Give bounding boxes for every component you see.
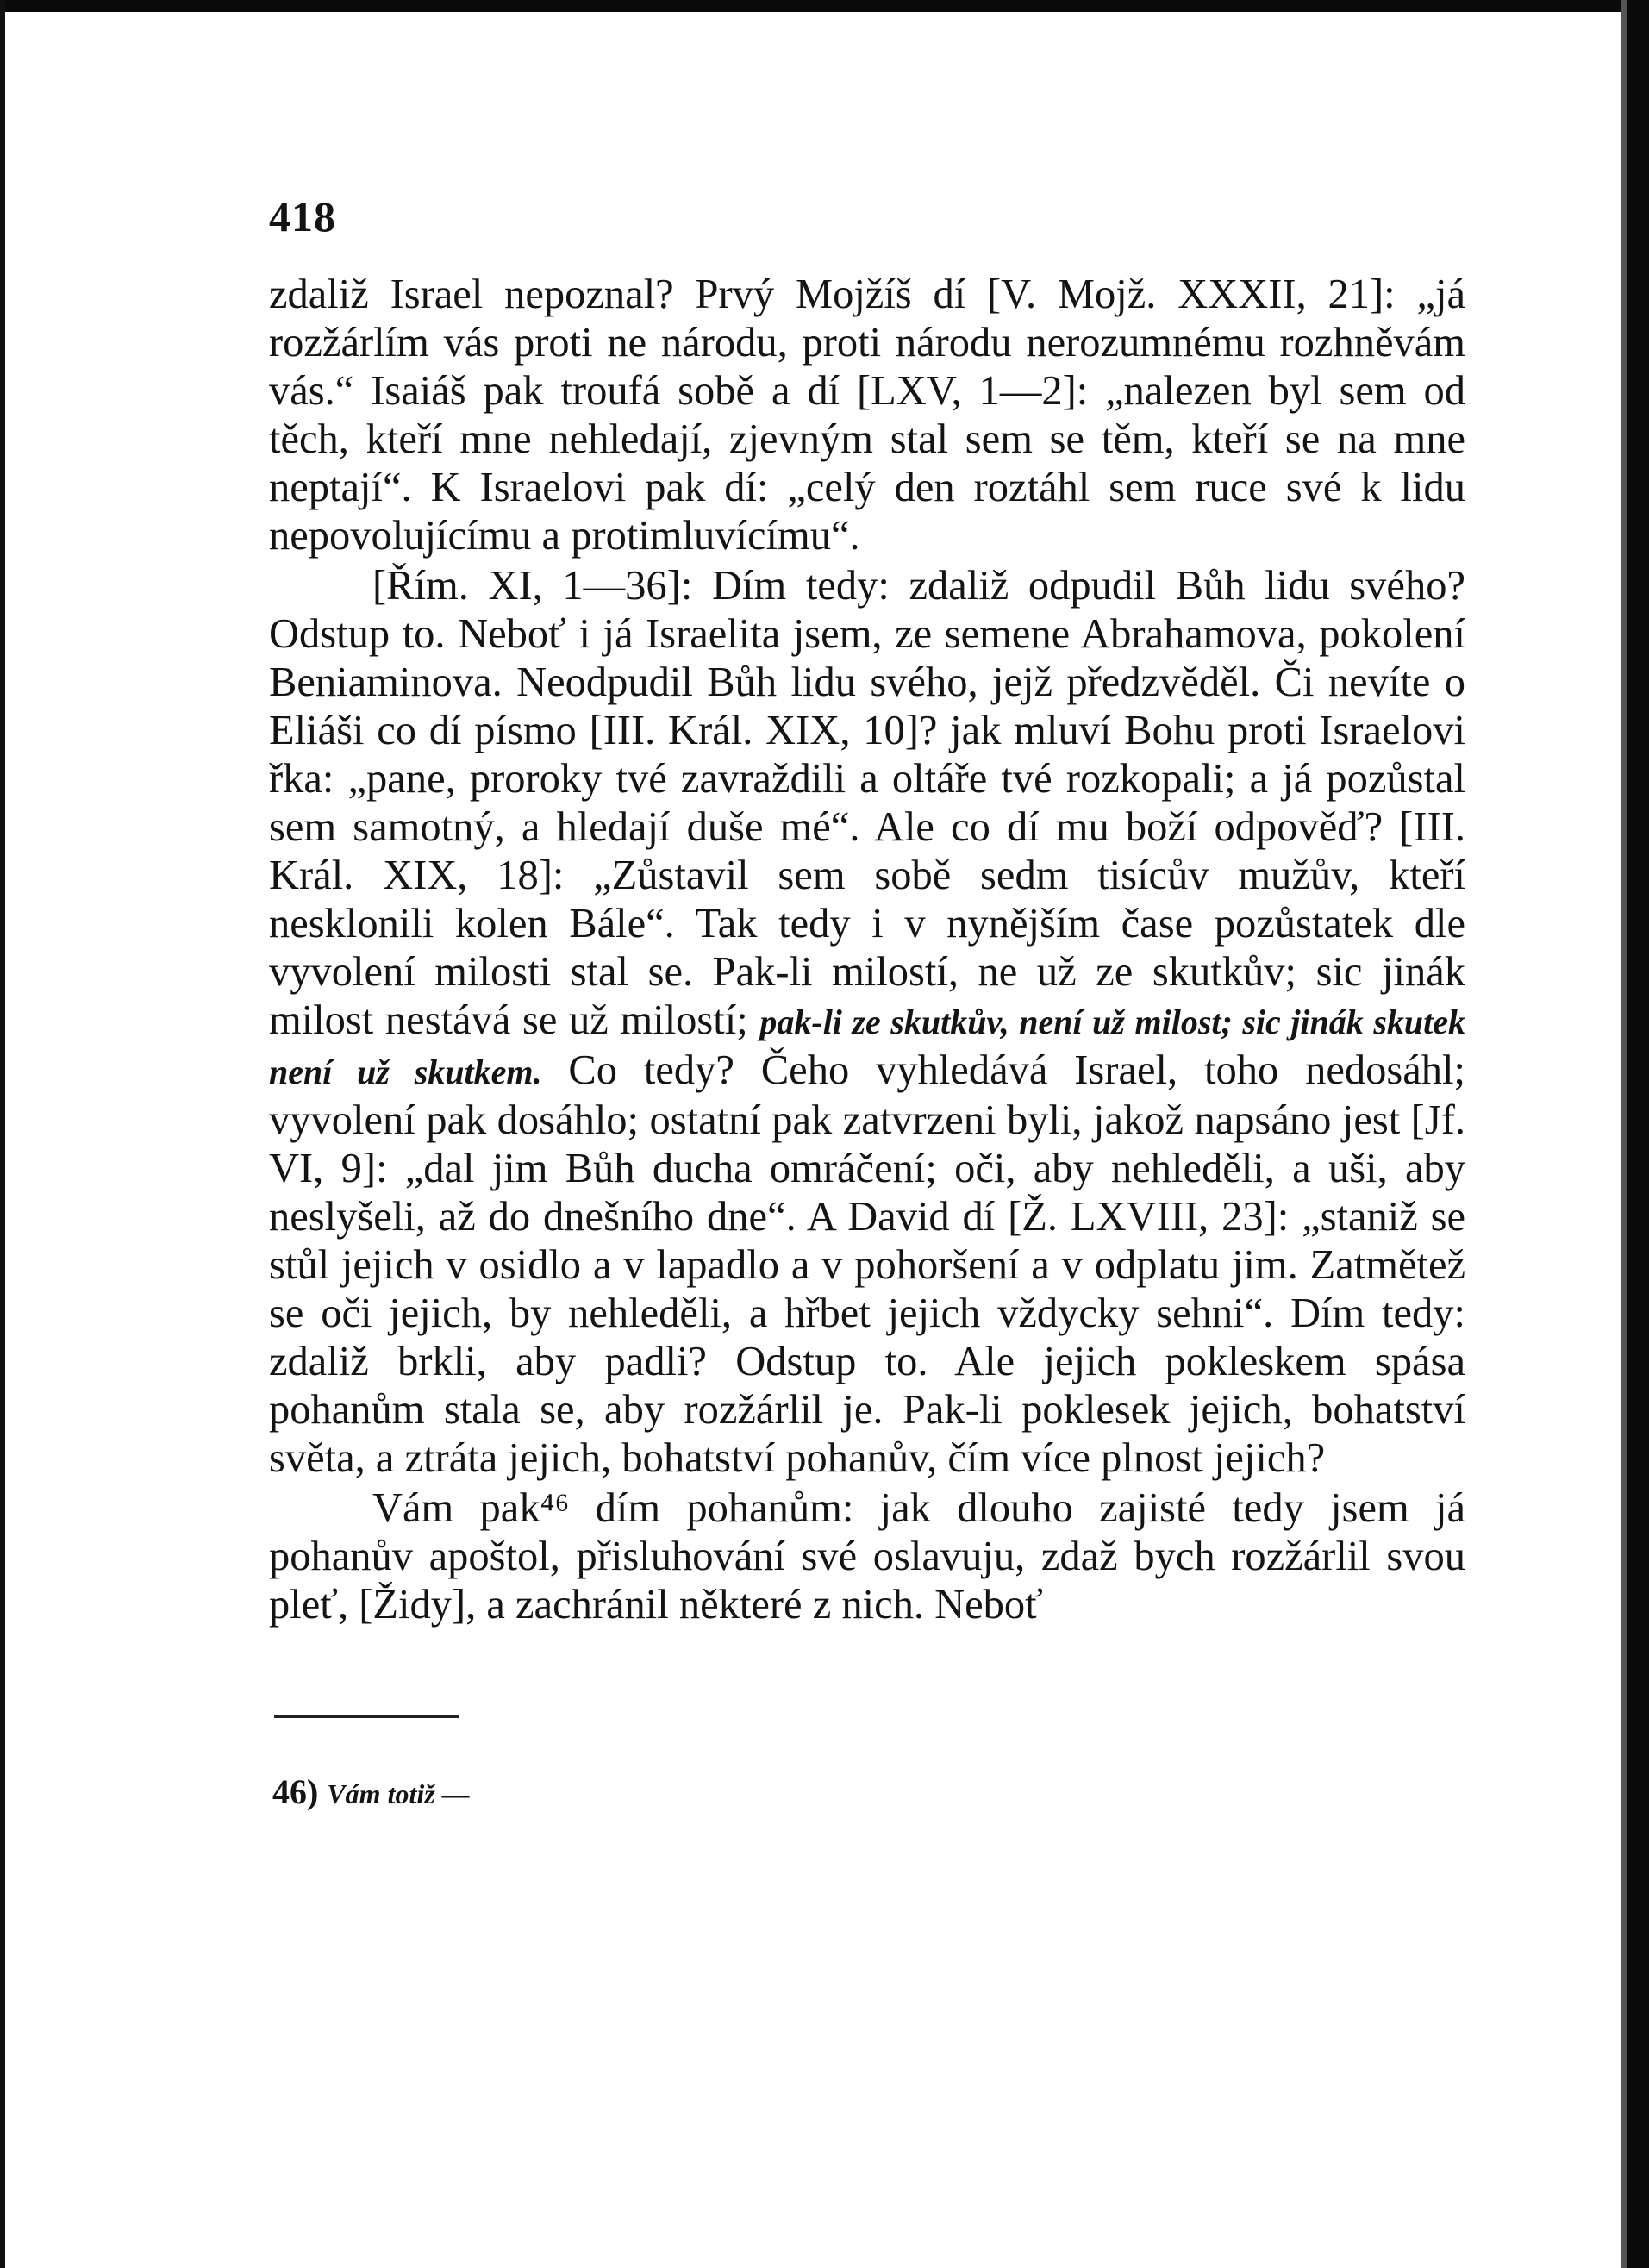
scan-border-left	[0, 0, 5, 2268]
paragraph-3: Vám pak⁴⁶ dím pohanům: jak dlouho zajisté tedy jsem já pohanův apoštol, přisluhování své oslavuju, zdaž bych rozžárlil svou pleť, [Židy], a zachránil některé z nich. Neboť	[269, 1485, 1465, 1628]
page-number: 418	[269, 192, 336, 241]
italic-phrase: pak-li ze skutkův, není už milost; sic jinák skutek není už skutkem.	[269, 1003, 1466, 1091]
footnote-marker: 46)	[272, 1772, 319, 1811]
footnote-rule	[274, 1715, 459, 1718]
scan-border-right	[1627, 0, 1649, 2268]
footnote	[272, 1771, 1465, 1812]
paragraph-2-continued: Co tedy? Čeho vyhledává Israel, toho nedosáhl; vyvolení pak dosáhlo; ostatní pak zatvrzeni byli, jakož napsáno jest [Jf. VI, 9]: „dal jim Bůh ducha omráčení; oči, aby nehleděli, a uši, aby neslyšeli, až do dnešního dne“. A David dí [Ž. LXVIII, 23]: „staniž se stůl jejich v osidlo a v lapadlo a v pohoršení a v odplatu jim. Zatmětež se oči jejich, by nehleděli, a hřbet jejich vždycky sehni“. Dím tedy: zdaliž brkli, aby padli? Odstup to. Ale jejich pokleskem spása pohanům stala se, aby rozžárlil je. Pak-li poklesek jejich, bohatství světa, a ztráta jejich, bohatství pohanův, čím více plnost jejich?	[269, 1047, 1465, 1481]
paragraph-2	[269, 562, 1465, 1483]
book-page	[269, 191, 1465, 1812]
footnote-text: Vám totiž —	[327, 1778, 470, 1809]
scan-border-top	[0, 0, 1649, 12]
paragraph-2-text: [Řím. XI, 1—36]: Dím tedy: zdaliž odpudil Bůh lidu svého? Odstup to. Neboť i já Israelita jsem, ze semene Abrahamova, pokolení Beniaminova. Neodpudil Bůh lidu svého, jejž předzvěděl. Či nevíte o Eliáši co dí písmo [III. Král. XIX, 10]? jak mluví Bohu proti Israelovi řka: „pane, proroky tvé zavraždili a oltáře tvé rozkopali; a já pozůstal sem samotný, a hledají duše mé“. Ale co dí mu boží odpověď? [III. Král. XIX, 18]: „Zůstavil sem sobě sedm tisícův mužův, kteří nesklonili kolen Bále“. Tak tedy i v nynějším čase pozůstatek dle vyvolení milosti stal se. Pak-li milostí, ne už ze skutkův; sic jinák milost nestává se už milostí;	[269, 563, 1465, 1043]
paragraph-1: zdaliž Israel nepoznal? Prvý Mojžíš dí [V. Mojž. XXXII, 21]: „já rozžárlím vás proti ne národu, proti národu nerozumnému rozhněvám vás.“ Isaiáš pak troufá sobě a dí [LXV, 1—2]: „nalezen byl sem od těch, kteří mne nehledají, zjevným stal sem se těm, kteří se na mne neptají“. K Israelovi pak dí: „celý den roztáhl sem ruce své k lidu nepovolujícímu a protimluvícímu“.	[269, 272, 1465, 559]
